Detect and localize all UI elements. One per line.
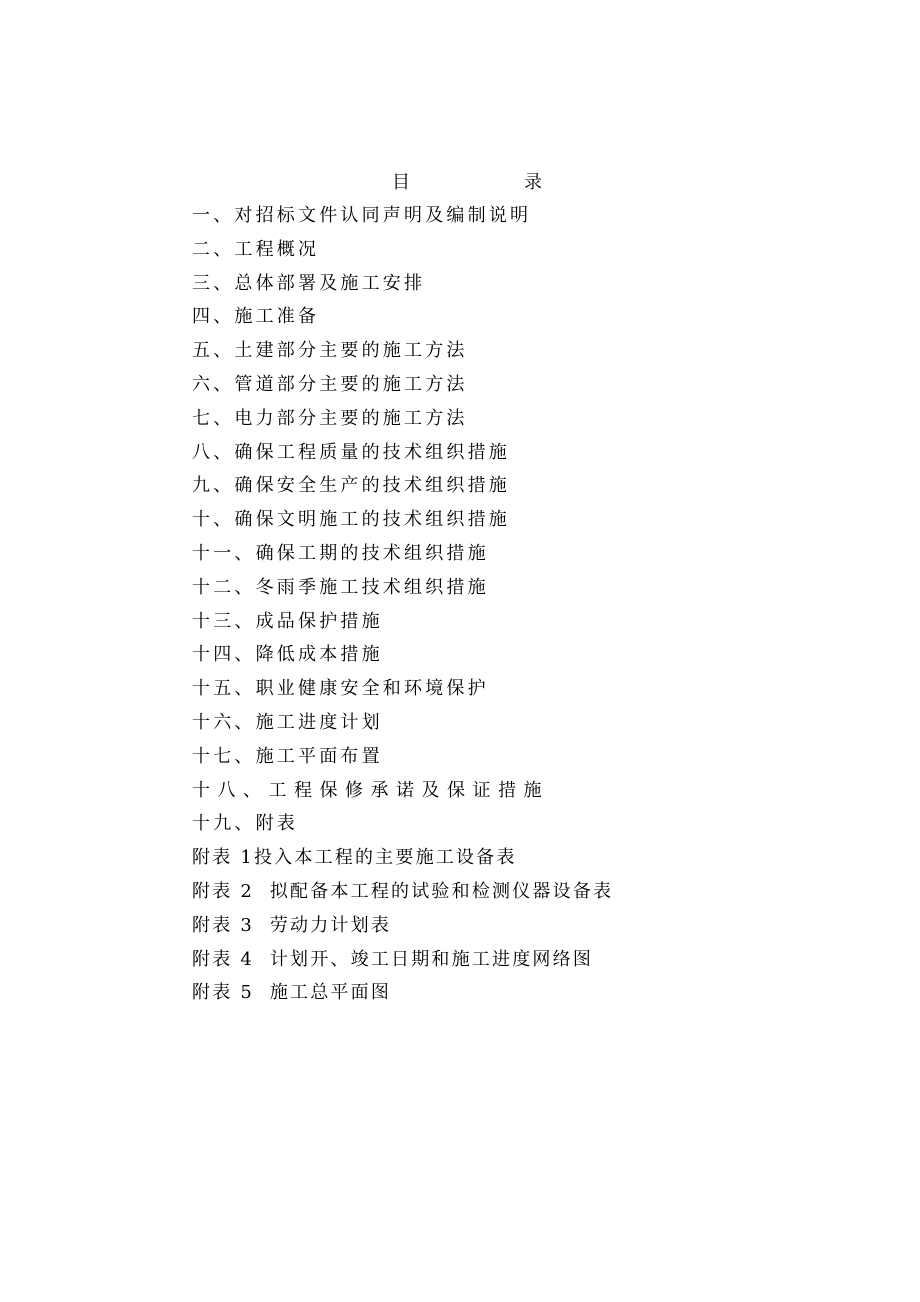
toc-item-8: 八、确保工程质量的技术组织措施 <box>192 441 510 463</box>
toc-item-6: 六、管道部分主要的施工方法 <box>192 373 468 395</box>
appendix-label: 附表 5 <box>192 982 254 1004</box>
toc-heading <box>392 168 542 198</box>
toc-item-15: 十五、职业健康安全和环境保护 <box>192 678 489 700</box>
appendix-label: 附表 3 <box>192 914 254 936</box>
toc-item-12: 十二、冬雨季施工技术组织措施 <box>192 576 489 598</box>
toc-item-4: 四、施工准备 <box>192 306 320 328</box>
appendix-item-5 <box>192 976 613 1010</box>
appendix-label: 附表 4 <box>192 948 254 970</box>
appendix-label: 附表 2 <box>192 880 254 902</box>
toc-item-5: 五、土建部分主要的施工方法 <box>192 340 468 362</box>
appendix-title: 拟配备本工程的试验和检测仪器设备表 <box>269 880 614 902</box>
toc-heading-right: 录 <box>524 172 542 193</box>
toc-item-18: 十八、工程保修承诺及保证措施 <box>192 779 549 801</box>
toc-item-13: 十三、成品保护措施 <box>192 610 383 632</box>
toc-item-19: 十九、附表 <box>192 813 298 835</box>
toc-item-11: 十一、确保工期的技术组织措施 <box>192 542 489 564</box>
appendix-item-1 <box>192 841 613 875</box>
toc-item-1: 一、对招标文件认同声明及编制说明 <box>192 205 532 226</box>
appendix-item-4 <box>192 943 613 977</box>
appendix-title: 劳动力计划表 <box>269 914 392 936</box>
toc-item-17: 十七、施工平面布置 <box>192 745 383 767</box>
appendix-label: 附表 1 <box>192 847 254 869</box>
appendix-title: 施工总平面图 <box>269 982 392 1004</box>
toc-item-3: 三、总体部署及施工安排 <box>192 272 426 294</box>
toc-item-7: 七、电力部分主要的施工方法 <box>192 407 468 429</box>
toc-item-2: 二、工程概况 <box>192 238 320 260</box>
appendix-title: 投入本工程的主要施工设备表 <box>253 847 517 869</box>
toc-item-10: 十、确保文明施工的技术组织措施 <box>192 509 510 531</box>
toc-item-9: 九、确保安全生产的技术组织措施 <box>192 475 510 497</box>
appendix-item-2 <box>192 875 613 909</box>
appendix-title: 计划开、竣工日期和施工进度网络图 <box>269 948 594 970</box>
toc-list <box>192 199 613 1010</box>
toc-heading-left: 目 <box>392 172 410 193</box>
toc-item-14: 十四、降低成本措施 <box>192 644 383 666</box>
toc-item-16: 十六、施工进度计划 <box>192 711 383 733</box>
appendix-item-3 <box>192 909 613 943</box>
